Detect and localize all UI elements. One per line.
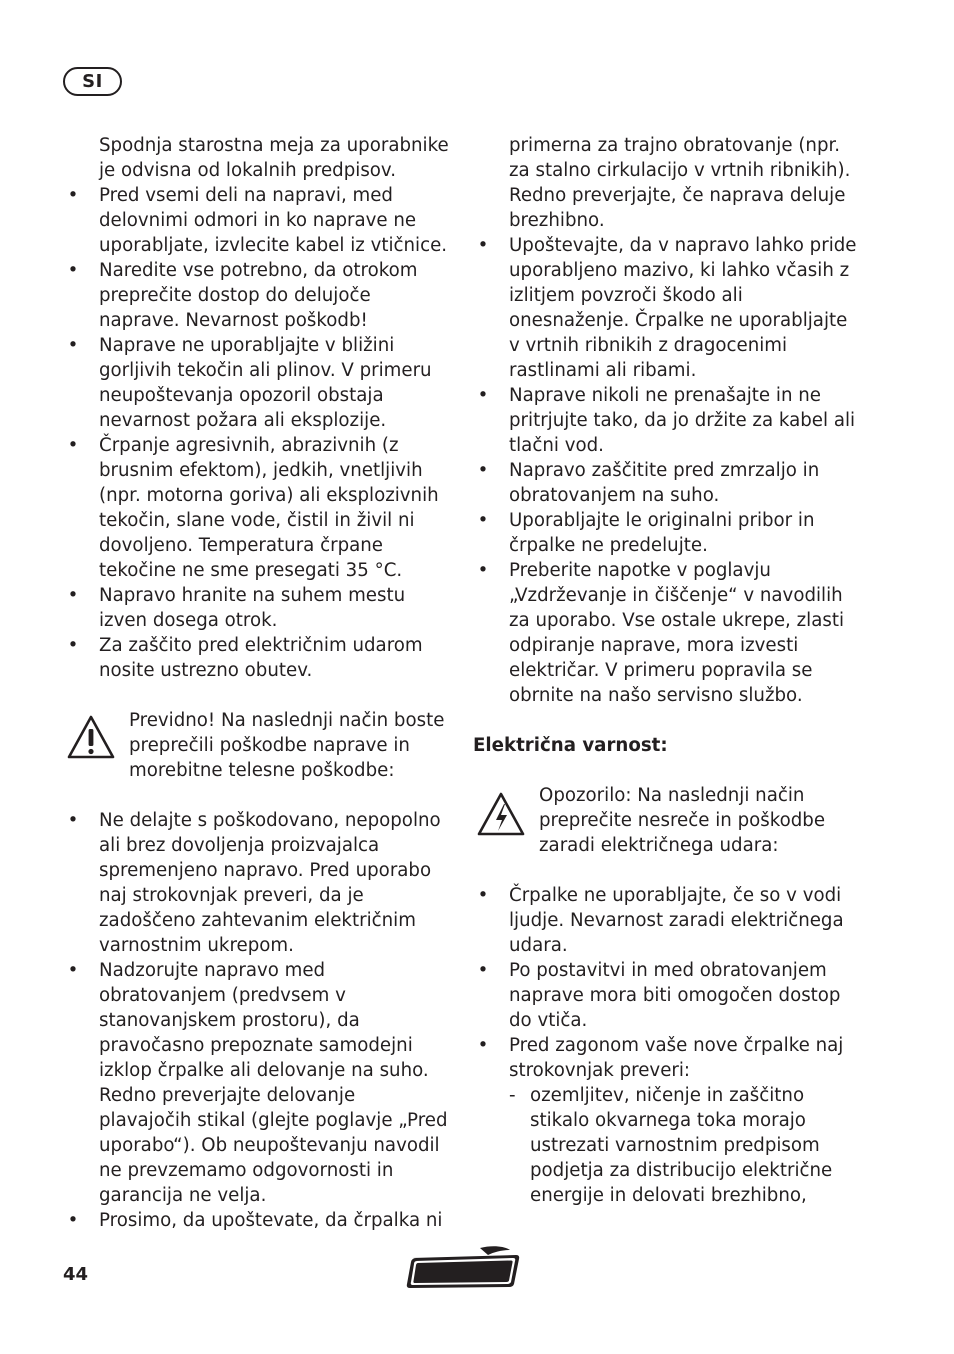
list-item: • Ne delajte s poškodovano, nepopolno ali brez dovoljenja proizvajalca spremenjeno napravo. Pred uporabo naj strokovnjak preveri, da je zadoščeno zahtevanim električnim varnostnim ukrepom.	[67, 810, 441, 956]
continued-paragraph: primerna za trajno obratovanje (npr. za stalno cirkulacijo v vrtnih ribnikih). Redno preverjajte, če naprava deluje brezhibno.	[509, 135, 851, 231]
electric-hazard-icon	[476, 791, 526, 837]
caution-notice	[63, 708, 453, 783]
florabest-logo	[406, 1244, 520, 1290]
list-item: • Za zaščito pred električnim udarom nosite ustrezno obutev.	[67, 635, 423, 681]
list-item: • Napravo zaščitite pred zmrzaljo in obratovanjem na suho.	[477, 460, 820, 506]
list-item: • Naprave nikoli ne prenašajte in ne pritrjujte tako, da jo držite za kabel ali tlačni vod.	[477, 385, 856, 456]
list-item: • Napravo hranite na suhem mestu izven dosega otrok.	[67, 585, 406, 631]
list-item: • Pred zagonom vaše nove črpalke naj strokovnjak preveri:	[477, 1035, 844, 1081]
list-item: • Prosimo, da upoštevate, da črpalka ni	[67, 1210, 443, 1231]
list-item: • Nadzorujte napravo med obratovanjem (predvsem v stanovanjskem prostoru), da pravočasno prepoznate samodejni izklop črpalke ali delovanje na suho. Redno preverjajte delovanje plavajočih stikal (glejte poglavje „Pred uporabo“). Ob neupoštevanju navodil ne prevzemamo odgovornosti in garancija ne velja.	[67, 960, 448, 1206]
list-item: • Preberite napotke v poglavju „Vzdrževanje in čiščenje“ v navodilih za uporabo. Vse ostale ukrepe, zlasti odpiranje naprave, mora izvesti električar. V primeru popravila se obrnite na našo servisno službo.	[477, 560, 845, 706]
intro-paragraph: Spodnja starostna meja za uporabnike je odvisna od lokalnih predpisov.	[99, 135, 449, 181]
section-heading: Električna varnost:	[473, 735, 668, 756]
list-item: • Po postavitvi in med obratovanjem naprave mora biti omogočen dostop do vtiča.	[477, 960, 841, 1031]
electrical-warning-notice	[473, 783, 863, 858]
list-item: • Naprave ne uporabljajte v bližini gorljivih tekočin ali plinov. V primeru neupoštevanja opozoril obstaja nevarnost požara ali eksplozije.	[67, 335, 432, 431]
list-item: • Pred vsemi deli na napravi, med delovnimi odmori in ko naprave ne uporabljate, izvlecite kabel iz vtičnice.	[67, 185, 448, 256]
caution-text: Previdno! Na naslednji način boste preprečili poškodbe naprave in morebitne telesne poškodbe:	[129, 710, 445, 781]
language-badge: SI	[63, 67, 122, 96]
list-item: • Črpalke ne uporabljajte, če so v vodi ljudje. Nevarnost zaradi električnega udara.	[477, 885, 844, 956]
warning-text: Opozorilo: Na naslednji način preprečite nesreče in poškodbe zaradi električnega udara:	[539, 785, 826, 856]
left-column	[63, 133, 453, 1233]
list-item: • Naredite vse potrebno, da otrokom preprečite dostop do delujoče naprave. Nevarnost poškodb!	[67, 260, 418, 331]
list-item: • Črpanje agresivnih, abrazivnih (z brusnim efektom), jedkih, vnetljivih (npr. motorna goriva) ali eksplozivnih tekočin, slane vode, čistil in živil ni dovoljeno. Temperatura črpane tekočine ne sme presegati 35 °C.	[67, 435, 439, 581]
list-item: • Uporabljajte le originalni pribor in črpalke ne predelujte.	[477, 510, 815, 556]
sub-list-item: - ozemljitev, ničenje in zaščitno stikalo okvarnega toka morajo ustrezati varnostnim predpisom podjetja za distribucijo električne energije in delovati brezhibno,	[509, 1085, 833, 1206]
list-item: • Upoštevajte, da v napravo lahko pride uporabljeno mazivo, ki lahko včasih z izlitjem povzroči škodo ali onesnaženje. Črpalke ne uporabljajte v vrtnih ribnikih z dragocenimi rastlinami ali ribami.	[477, 235, 857, 381]
warning-exclamation-icon	[66, 714, 116, 760]
page-number: 44	[63, 1264, 89, 1285]
right-column	[473, 133, 863, 1208]
